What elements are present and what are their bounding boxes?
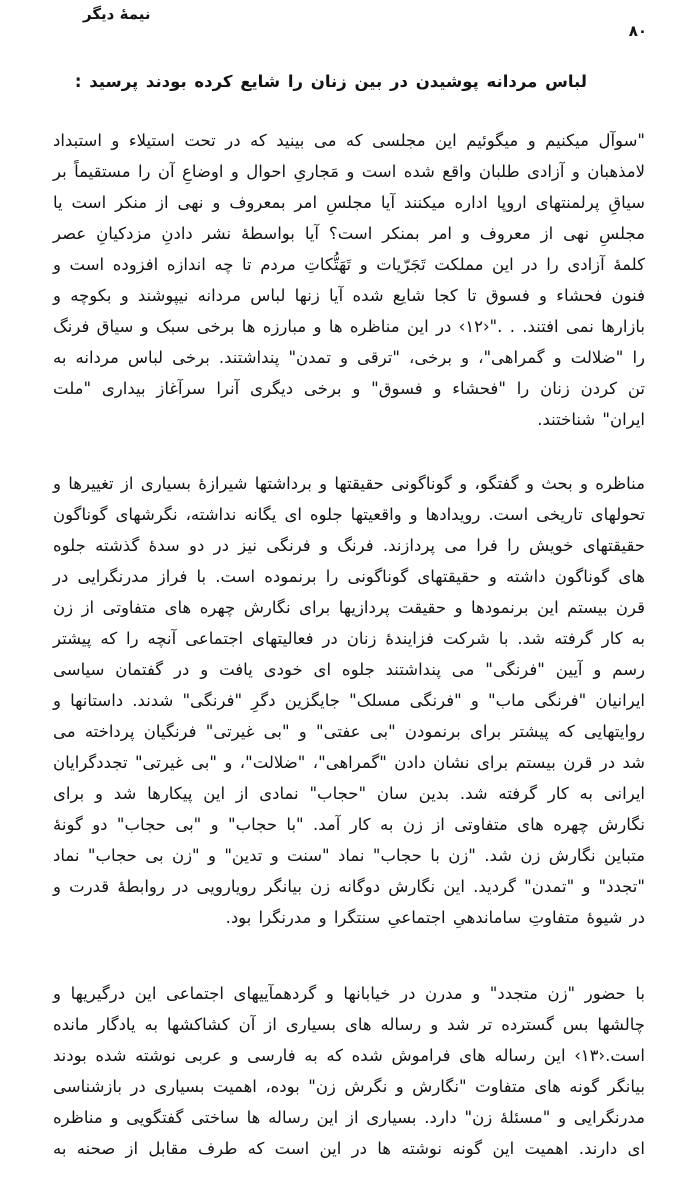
journal-title: نیمهٔ دیگر xyxy=(83,5,151,23)
intro-line: لباس مردانه پوشیدن در بین زنان را شایع کرده بودند پرسید : xyxy=(74,72,587,91)
text-column xyxy=(53,66,645,1164)
page-number: ۸۰ xyxy=(628,22,647,40)
closing-paragraph: با حضور "زن متجدد" و مدرن در خیابانها و گردهمآییهای اجتماعی این درگیریها و چالشها بس گسترده تر شد و رساله های بسیاری از آن کشاکشها به یادگار مانده است.‹۱۳› این رساله های فراموش شده که به فارسی و عربی نوشته شده بودند بیانگر گونه های متفاوت "نگارش و نگرش زن" بوده، اهمیت بسیاری در بازشناسی مدرنگرایی و "مسئلهٔ زن" دارد. بسیاری از این رساله ها ساختی گفتگویی و مناظره ای دارند. اهمیت این گونه نوشته ها در این است که طرف مقابل از صحنه به xyxy=(53,984,645,1158)
discussion-paragraph: مناظره و بحث و گفتگو، و گوناگونی حقیقتها و برداشتها شیرازهٔ بسیاری از تغییرها و تحولهای تاریخی است. رویدادها و واقعیتها جلوه ای یگانه نداشته، نگرشهای گوناگون حقیقتهای خویش را فرا می پردازند. فرنگ و فرنگی نیز در دو سدهٔ گذشته جلوه های گوناگون داشته و حقیقتهای گوناگونی را برنموده است. با فراز مدرنگرایی در قرن بیستم این برنمودها و حقیقت پردازیها برای نگارش چهره های متفاوتی از زن به کار گرفته شد. با شرکت فزایندهٔ زنان در فعالیتهای اجتماعی آنچه را که پیشتر رسم و آیین "فرنگی" می پنداشتند جلوه ای خودی یافت و در گفتمان سیاسی ایرانیان "فرنگی ماب" و "فرنگی مسلک" جایگزین دگرِ "فرنگی" شدند. داستانها و روایتهایی که پیشتر برای برنمودن "بی عفتی" و "بی غیرتی" فرنگیان پرداخته می شد در قرن بیستم برای نشان دادن "گمراهی"، "ضلالت"، و "بی غیرتی" تجددگرایان ایرانی به کار گرفته شد. بدین سان "حجاب" نمادی از این پیکارها شد و برای نگارش چهره های متفاوتی از زن به کار آمد. "با حجاب" و "بی حجاب" دو گونهٔ متباین نگارش زن شد. "زن با حجاب" نماد "سنت و تدین" و "زن بی حجاب" نماد "تجدد" و "تمدن" گردید. این نگارش دوگانه زن بیانگر رویارویی در روابطهٔ قدرت و در شیوهٔ متفاوتِ ساماندهیِ اجتماعیِ سنتگرا و مدرنگرا بود. xyxy=(53,474,645,927)
quote-paragraph: "سوآل میکنیم و میگوئیم این مجلسی که می بینید که در تحت استیلاء و استبداد لامذهبان و آزادی طلبان واقع شده است و مَجاریِ احوال و اوضاعِ آن را مستقیماً بر سیاقِ پرلمنتهای اروپا اداره میکنند آیا مجلسِ امر بمعروف و نهی از منکر است یا مجلسِ نهی از معروف و امر بمنکر است؟ آیا بواسطهٔ نشر دادنِ مزدکیانِ عصر کلمهٔ آزادی را در این مملکت تَجَرّیات و تَهَتُّکاتِ مردم تا چه اندازه افزوده است و فنون فحشاء و فسوق تا کجا شایع شده آیا زنها لباس مردانه نیپوشند و بکوچه و بازارها نمی افتند. . ."‹۱۲› در این مناظره ها و مبارزه ها برخی سبک و سیاق فرنگ را "ضلالت و گمراهی"، و برخی، "ترقی و تمدن" پنداشتند. برخی لباس مردانه به تن کردن زنان را "فحشاء و فسوق" و برخی دیگری آنرا سرآغاز بیداری "ملت ایران" شناختند. xyxy=(53,131,645,429)
